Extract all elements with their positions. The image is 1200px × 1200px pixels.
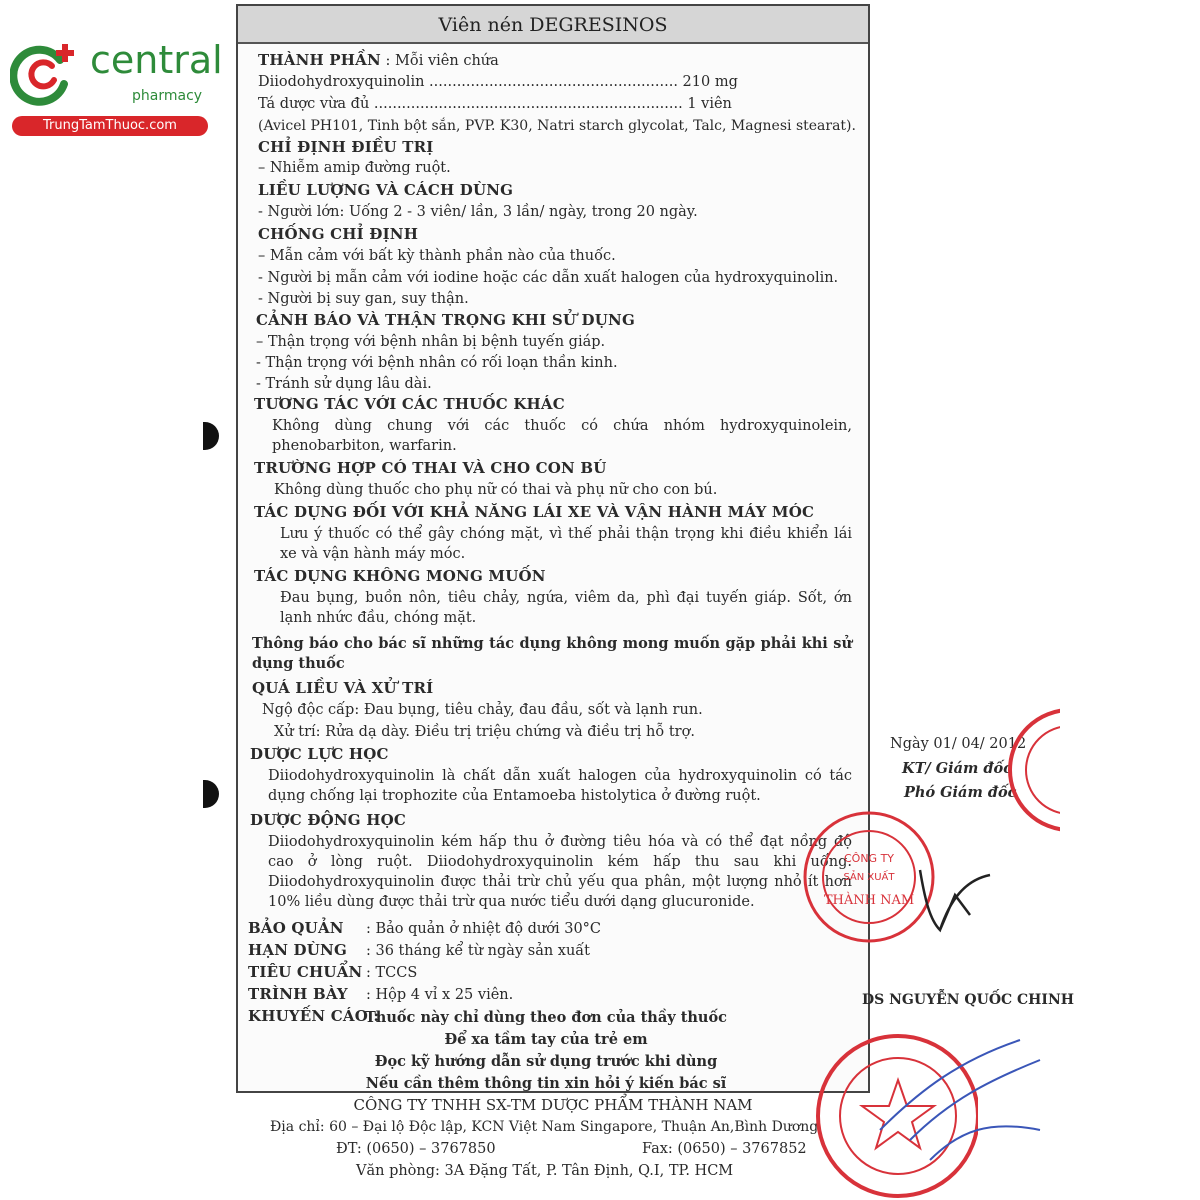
indication-heading: CHỈ ĐỊNH ĐIỀU TRỊ [258, 138, 434, 156]
dosage-item: - Người lớn: Uống 2 - 3 viên/ lần, 3 lần/ ngày, trong 20 ngày. [258, 204, 698, 220]
company-name: CÔNG TY TNHH SX-TM DƯỢC PHẨM THÀNH NAM [353, 1096, 753, 1114]
side-effects-heading: TÁC DỤNG KHÔNG MONG MUỐN [254, 567, 546, 585]
advice-line-2: Để xa tầm tay của trẻ em [444, 1031, 648, 1048]
warning-heading: CẢNH BÁO VÀ THẬN TRỌNG KHI SỬ DỤNG [256, 311, 635, 329]
partial-stamp-top [1000, 700, 1060, 840]
signer-name: DS NGUYỄN QUỐC CHINH [862, 992, 1074, 1008]
document-title: Viên nén DEGRESINOS [238, 6, 868, 44]
warning-item-3: - Tránh sử dụng lâu dài. [256, 376, 432, 392]
company-fax: Fax: (0650) – 3767852 [642, 1141, 807, 1157]
signature-scribble [910, 860, 1000, 940]
composition-heading-row [258, 50, 499, 71]
pregnancy-text: Không dùng thuốc cho phụ nữ có thai và phụ nữ cho con bú. [274, 482, 718, 498]
expiry-value: : 36 tháng kể từ ngày sản xuất [366, 943, 591, 959]
standard-row [248, 962, 417, 983]
overdose-heading: QUÁ LIỀU VÀ XỬ TRÍ [252, 679, 434, 697]
expiry-row [248, 940, 590, 961]
pharmacodynamics-text: Diiodohydroxyquinolin là chất dẫn xuất halogen của hydroxyquinolin có tác dụng chống lại trophozite của Entamoeba histolytica ở đường ruột. [268, 768, 852, 804]
composition-intro: : Mỗi viên chứa [380, 53, 499, 69]
storage-value: : Bảo quản ở nhiệt độ dưới 30°C [366, 921, 602, 937]
storage-label: BẢO QUẢN [248, 919, 344, 937]
indication-item: – Nhiễm amip đường ruột. [258, 160, 451, 176]
warning-item-1: – Thận trọng với bệnh nhân bị bệnh tuyến giáp. [256, 334, 606, 350]
interaction-text: Không dùng chung với các thuốc có chứa nhóm hydroxyquinolein, phenobarbiton, warfarin. [272, 418, 852, 454]
pharmacokinetics-heading: DƯỢC ĐỘNG HỌC [250, 811, 407, 829]
contraindication-item-1: – Mẫn cảm với bất kỳ thành phần nào của thuốc. [258, 248, 616, 264]
sign-role-director: KT/ Giám đốc [902, 760, 1013, 777]
company-footer [236, 1089, 870, 1200]
svg-text:SẢN XUẤT: SẢN XUẤT [843, 872, 895, 883]
interaction-heading: TƯƠNG TÁC VỚI CÁC THUỐC KHÁC [254, 395, 565, 413]
company-address: Địa chỉ: 60 – Đại lộ Độc lập, KCN Việt Nam Singapore, Thuận An,Bình Dương [270, 1119, 819, 1135]
overdose-line-2: Xử trí: Rửa dạ dày. Điều trị triệu chứng và điều trị hỗ trợ. [274, 724, 695, 740]
composition-line-1: Diiodohydroxyquinolin ...................................................... 210 mg [258, 74, 738, 90]
svg-text:THÀNH NAM: THÀNH NAM [823, 893, 915, 908]
packaging-label: TRÌNH BÀY [248, 985, 348, 1003]
advice-line-4: Nếu cần thêm thông tin xin hỏi ý kiến bác sĩ [365, 1075, 727, 1092]
blue-signature [840, 1020, 1060, 1180]
pharmacokinetics-text: Diiodohydroxyquinolin kém hấp thu ở đường tiêu hóa và có thể đạt nồng độ cao ở lòng ruột. Diiodohydroxyquinolin kém hấp thu sau khi uống. Diiodohydroxyquinolin được thải trừ chủ yếu qua phân, một lượng nhỏ ít hơn 10% liều dùng được thải trừ qua nước tiểu dưới dạng glucuronide. [268, 834, 852, 910]
central-logo-icon [10, 38, 80, 108]
contraindication-item-3: - Người bị suy gan, suy thận. [258, 291, 469, 307]
composition-heading: THÀNH PHẦN [258, 51, 381, 69]
advice-line-3: Đọc kỹ hướng dẫn sử dụng trước khi dùng [374, 1053, 718, 1070]
expiry-label: HẠN DÙNG [248, 941, 347, 959]
contraindication-item-2: - Người bị mẫn cảm với iodine hoặc các dẫn xuất halogen của hydroxyquinolin. [258, 270, 839, 286]
standard-label: TIÊU CHUẨN [248, 963, 363, 981]
leaflet-document [236, 4, 870, 1093]
packaging-value: : Hộp 4 vỉ x 25 viên. [366, 987, 514, 1003]
punch-hole [203, 780, 219, 808]
advice-line-1: Thuốc này chỉ dùng theo đơn của thầy thuốc [365, 1009, 727, 1026]
standard-value: : TCCS [366, 965, 418, 981]
warning-item-2: - Thận trọng với bệnh nhân có rối loạn thần kinh. [256, 355, 618, 371]
pregnancy-heading: TRƯỜNG HỢP CÓ THAI VÀ CHO CON BÚ [254, 459, 607, 477]
advice-heading: KHUYẾN CÁO : [248, 1007, 380, 1025]
dosage-heading: LIỀU LƯỢNG VÀ CÁCH DÙNG [258, 181, 514, 199]
composition-line-2: Tá dược vừa đủ ................................................................... 1 viên [258, 96, 732, 112]
storage-row [248, 918, 601, 939]
sign-role-deputy: Phó Giám đốc [904, 784, 1017, 801]
overdose-line-1: Ngộ độc cấp: Đau bụng, tiêu chảy, đau đầu, sốt và lạnh run. [262, 702, 703, 718]
sign-date: Ngày 01/ 04/ 2012 [890, 736, 1027, 752]
logo-url-badge[interactable]: TrungTamThuoc.com [12, 116, 208, 136]
svg-text:CÔNG TY: CÔNG TY [843, 852, 895, 865]
packaging-row [248, 984, 513, 1005]
report-notice: Thông báo cho bác sĩ những tác dụng không mong muốn gặp phải khi sử dụng thuốc [252, 635, 852, 672]
driving-text: Lưu ý thuốc có thể gây chóng mặt, vì thế phải thận trọng khi điều khiển lái xe và vận hành máy móc. [280, 526, 852, 562]
pharmacodynamics-heading: DƯỢC LỰC HỌC [250, 745, 389, 763]
composition-line-3: (Avicel PH101, Tinh bột sắn, PVP. K30, Natri starch glycolat, Talc, Magnesi stearat). [258, 118, 856, 134]
company-office: Văn phòng: 3A Đặng Tất, P. Tân Định, Q.I, TP. HCM [356, 1163, 734, 1179]
driving-heading: TÁC DỤNG ĐỐI VỚI KHẢ NĂNG LÁI XE VÀ VẬN HÀNH MÁY MÓC [254, 503, 815, 521]
contraindication-heading: CHỐNG CHỈ ĐỊNH [258, 225, 419, 243]
logo-brand: central [90, 38, 223, 82]
company-phone: ĐT: (0650) – 3767850 [336, 1141, 496, 1157]
side-effects-text: Đau bụng, buồn nôn, tiêu chảy, ngứa, viêm da, phì đại tuyến giáp. Sốt, ớn lạnh nhức đầu, chóng mặt. [280, 590, 852, 626]
logo-subtitle: pharmacy [132, 88, 203, 104]
punch-hole [203, 422, 219, 450]
pharmacy-logo[interactable] [10, 36, 223, 136]
